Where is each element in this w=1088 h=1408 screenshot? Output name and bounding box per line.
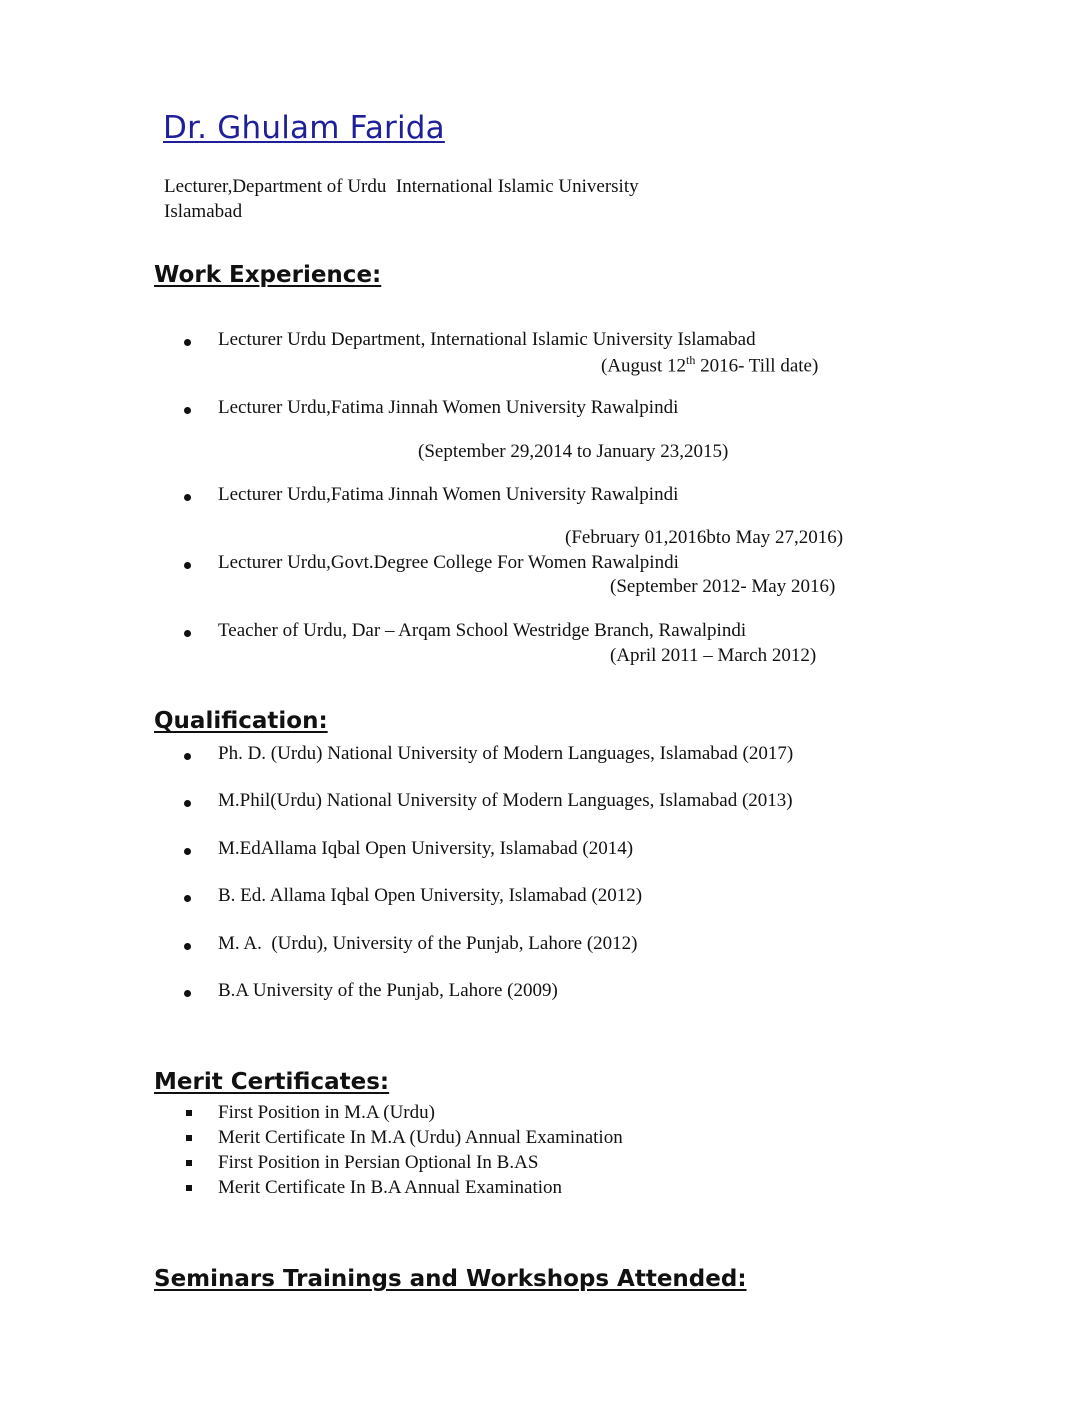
qualification-item: M.Phil(Urdu) National University of Modern Languages, Islamabad (2013) (218, 790, 793, 811)
qualification-heading: Qualification: (154, 708, 328, 734)
work-item-title: Lecturer Urdu,Fatima Jinnah Women University Rawalpindi (218, 484, 679, 505)
work-item-title: Lecturer Urdu Department, International Islamic University Islamabad (218, 329, 756, 350)
work-item-date: (February 01,2016bto May 27,2016) (565, 527, 844, 548)
merit-item: First Position in Persian Optional In B.AS (218, 1152, 539, 1173)
seminars-heading: Seminars Trainings and Workshops Attended: (154, 1266, 747, 1292)
work-item-title: Lecturer Urdu,Fatima Jinnah Women University Rawalpindi (218, 397, 679, 418)
position-line-2: Islamabad (164, 201, 243, 222)
qualification-item: B.A University of the Punjab, Lahore (2009) (218, 980, 558, 1001)
bullet-icon (184, 848, 191, 855)
bullet-icon (184, 562, 191, 569)
bullet-icon (184, 339, 191, 346)
work-experience-heading: Work Experience: (154, 262, 382, 288)
work-item-title: Lecturer Urdu,Govt.Degree College For Women Rawalpindi (218, 552, 679, 573)
qualification-item: B. Ed. Allama Iqbal Open University, Islamabad (2012) (218, 885, 643, 906)
work-item-date: (April 2011 – March 2012) (610, 645, 817, 666)
qualification-item: M.EdAllama Iqbal Open University, Islamabad (2014) (218, 838, 634, 859)
bullet-icon (184, 800, 191, 807)
bullet-icon (184, 943, 191, 950)
merit-item: Merit Certificate In B.A Annual Examination (218, 1177, 563, 1198)
bullet-icon (184, 407, 191, 414)
square-bullet-icon (186, 1135, 192, 1141)
bullet-icon (184, 753, 191, 760)
position-line-1: Lecturer,Department of Urdu International Islamic University (164, 176, 639, 197)
person-name: Dr. Ghulam Farida (163, 110, 445, 146)
merit-certificates-heading: Merit Certificates: (154, 1069, 390, 1095)
square-bullet-icon (186, 1110, 192, 1116)
merit-item: Merit Certificate In M.A (Urdu) Annual Examination (218, 1127, 623, 1148)
qualification-item: Ph. D. (Urdu) National University of Modern Languages, Islamabad (2017) (218, 743, 794, 764)
merit-item: First Position in M.A (Urdu) (218, 1102, 435, 1123)
bullet-icon (184, 990, 191, 997)
work-item-date: (August 12th 2016- Till date) (601, 353, 819, 377)
bullet-icon (184, 630, 191, 637)
work-item-title: Teacher of Urdu, Dar – Arqam School Westridge Branch, Rawalpindi (218, 620, 747, 641)
bullet-icon (184, 494, 191, 501)
work-item-date: (September 2012- May 2016) (610, 576, 836, 597)
position-subtitle (164, 174, 639, 224)
work-item-date: (September 29,2014 to January 23,2015) (418, 441, 729, 462)
square-bullet-icon (186, 1160, 192, 1166)
qualification-item: M. A. (Urdu), University of the Punjab, Lahore (2012) (218, 933, 638, 954)
bullet-icon (184, 895, 191, 902)
square-bullet-icon (186, 1185, 192, 1191)
